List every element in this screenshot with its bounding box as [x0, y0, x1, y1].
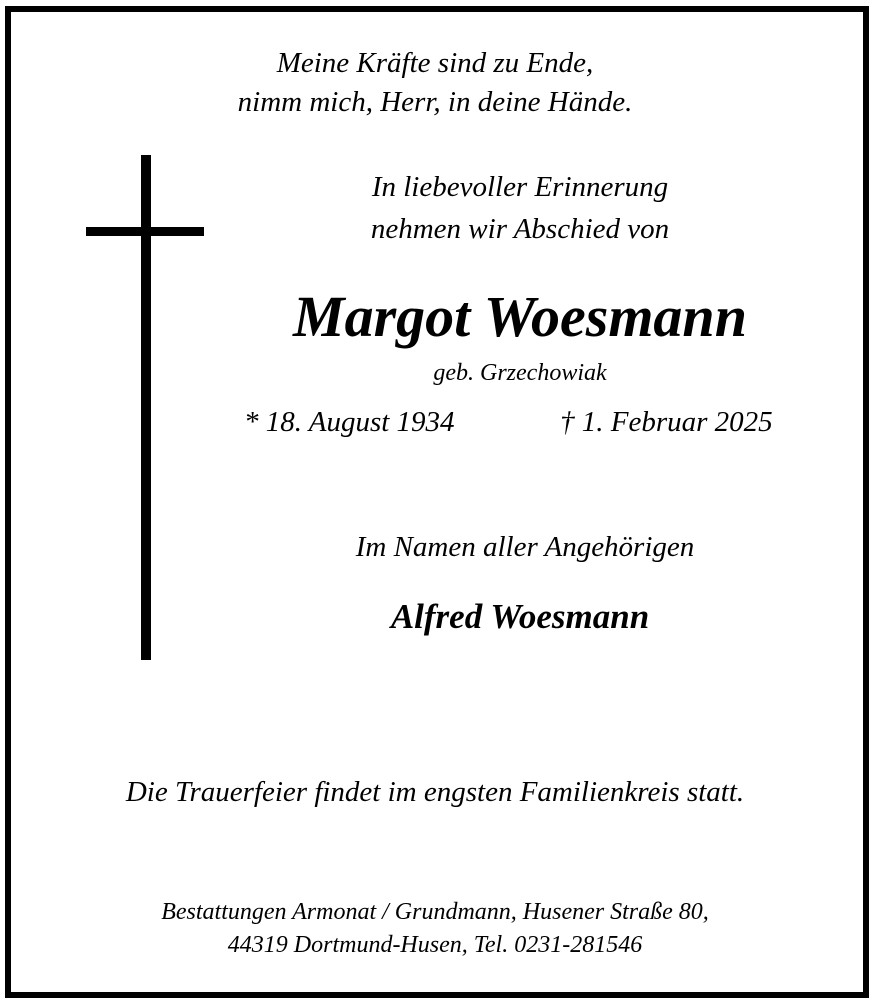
- intro-text: [300, 166, 740, 250]
- cross-icon: [80, 155, 210, 665]
- undertaker-line-2: 44319 Dortmund-Husen, Tel. 0231-281546: [227, 932, 643, 958]
- intro-line-1: In liebevoller Erinnerung: [371, 171, 669, 203]
- behalf-text: Im Namen aller Angehörigen: [355, 531, 695, 563]
- undertaker-line-1: Bestattungen Armonat / Grundmann, Husener Straße 80,: [161, 899, 709, 925]
- undertaker-info: [80, 896, 790, 962]
- ceremony-note: Die Trauerfeier findet im engsten Familienkreis statt.: [125, 776, 745, 808]
- verse-line-2: nimm mich, Herr, in deine Hände.: [237, 86, 633, 118]
- deceased-name: Margot Woesmann: [293, 284, 747, 349]
- maiden-name: geb. Grzechowiak: [433, 360, 607, 386]
- intro-line-2: nehmen wir Abschied von: [370, 213, 670, 245]
- verse: [150, 44, 720, 122]
- birth-date: * 18. August 1934: [244, 406, 455, 438]
- verse-line-1: Meine Kräfte sind zu Ende,: [276, 47, 594, 79]
- signer-name: Alfred Woesmann: [390, 597, 650, 636]
- death-date: † 1. Februar 2025: [560, 406, 773, 438]
